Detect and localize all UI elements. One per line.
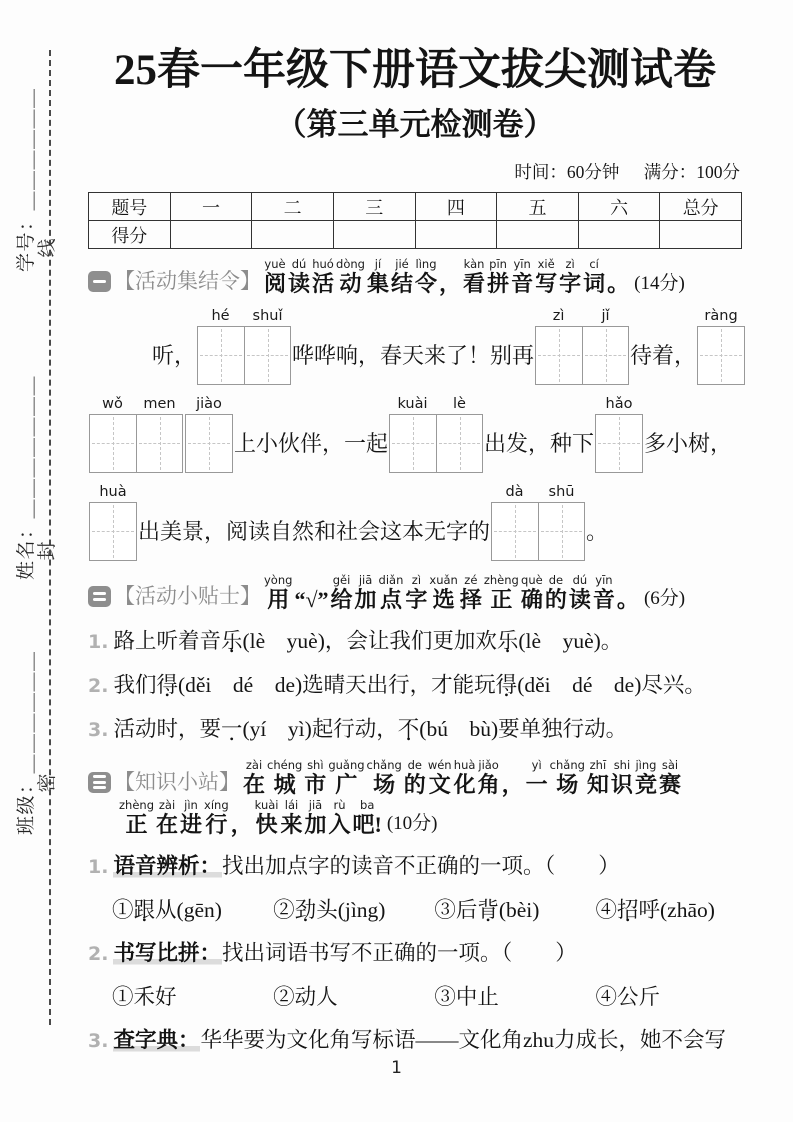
ruby-char: ，	[439, 271, 462, 297]
text-run: 路上听着音	[113, 629, 221, 654]
writing-box-cell[interactable]	[492, 503, 538, 560]
ruby-char: ，	[501, 772, 524, 798]
text-run: ④公斤	[595, 985, 660, 1010]
question-number: 3.	[88, 1030, 109, 1053]
writing-box-group[interactable]	[595, 395, 643, 473]
ruby-char: què 确	[520, 572, 543, 612]
writing-box-cell[interactable]	[390, 415, 436, 472]
score-input-cell[interactable]	[333, 221, 415, 249]
pinyin-label: kuài	[397, 395, 428, 412]
ruby-char: ，	[230, 811, 253, 837]
ruby-char: zé 择	[459, 572, 482, 612]
page-number: 1	[391, 1058, 402, 1078]
question-number: 2.	[88, 675, 109, 698]
ruby-char: yīn 音	[592, 572, 615, 612]
question-lead-term: 书写比拼：	[113, 941, 221, 965]
exam-time: 时间：60分钟	[514, 162, 620, 183]
question-text	[113, 851, 619, 881]
emphasized-char: 得	[156, 673, 178, 698]
ruby-char: zì 字	[405, 572, 428, 612]
pinyin-label: ràng	[704, 307, 738, 324]
pinyin-label-row	[491, 483, 585, 502]
ruby-char: kàn 看	[463, 257, 486, 297]
ruby-char: ba 吧!	[352, 797, 382, 837]
option-choice[interactable]	[434, 893, 595, 924]
ruby-char: zhèng 正	[483, 572, 519, 612]
emphasized-char: 背	[477, 898, 499, 922]
pinyin-label-row	[89, 395, 183, 414]
question-text	[113, 626, 622, 656]
text-run: 我们	[113, 673, 157, 698]
pinyin-label-row	[186, 395, 233, 414]
ruby-char: cí 词	[583, 257, 606, 297]
writing-box-cell[interactable]	[698, 327, 744, 384]
score-header-cell: 三	[333, 193, 415, 221]
score-header-cell: 四	[415, 193, 497, 221]
writing-box-group[interactable]	[89, 483, 137, 561]
ruby-char: huà 化	[453, 758, 476, 798]
score-header-cell: 五	[497, 193, 579, 221]
ruby-char: xíng 行	[204, 797, 229, 837]
ruby-char: jiā 加	[354, 572, 377, 612]
pinyin-label-row	[596, 395, 643, 414]
section-1-bracket-label: 【活动集结令】	[114, 268, 261, 293]
writing-box-group[interactable]	[389, 395, 483, 473]
text-run: (lè yuè)，会让我们更加欢	[242, 629, 497, 654]
ruby-char: chǎng 场	[366, 758, 402, 798]
question-text	[113, 670, 705, 700]
pinyin-label: jǐ	[601, 307, 610, 324]
pinyin-label-row	[90, 483, 137, 502]
emphasized-char: 得	[495, 673, 518, 698]
text-run: (děi dé de)选晴天出行，才能玩	[177, 673, 496, 698]
text-run: (děi dé de)尽兴。	[517, 673, 706, 698]
section-3-title-line-1	[242, 758, 682, 797]
text-run: ③后	[434, 898, 478, 922]
text-run: ③中止	[434, 985, 499, 1010]
question-number: 1.	[88, 855, 109, 878]
section-3-bracket-label: 【知识小站】	[114, 769, 240, 794]
score-input-cell[interactable]	[660, 221, 742, 249]
ruby-char: zài 在	[243, 758, 266, 798]
ruby-char: diǎn 点	[378, 572, 404, 612]
ruby-char: de 的	[403, 758, 426, 798]
text-run: (yí yì)起行动，	[242, 717, 398, 742]
ruby-char: huó 活	[312, 257, 335, 297]
option-choice[interactable]	[112, 980, 273, 1011]
text-run: 活动时，要	[113, 717, 221, 742]
score-input-cell[interactable]	[497, 221, 579, 249]
writing-box-cell[interactable]	[436, 415, 482, 472]
section-2-title	[263, 573, 640, 612]
pinyin-label-row	[698, 307, 745, 326]
ruby-char: jiā 加	[304, 797, 327, 837]
writing-box-cell[interactable]	[90, 503, 136, 560]
question-item[interactable]	[88, 670, 742, 700]
ruby-char: shi 识	[610, 758, 633, 798]
emphasized-char: 乐	[496, 629, 519, 654]
pinyin-label: hé	[211, 307, 230, 324]
section-2-bracket-label: 【活动小贴士】	[114, 584, 261, 609]
writing-box-cell[interactable]	[538, 503, 584, 560]
ruby-char: rù 入	[328, 797, 351, 837]
score-input-cell[interactable]	[252, 221, 334, 249]
pinyin-label: huà	[99, 483, 127, 500]
score-header-cell: 一	[170, 193, 252, 221]
emphasized-char: 劲	[294, 898, 317, 922]
writing-box-cell[interactable]	[582, 327, 628, 384]
writing-box-cells	[491, 502, 585, 561]
ruby-char: zhī 知	[586, 758, 609, 798]
question-item[interactable]	[88, 626, 742, 656]
section-1-score: (14分)	[634, 272, 685, 294]
score-input-cell[interactable]	[170, 221, 252, 249]
text-run: 头(jìng)	[316, 898, 386, 922]
emphasized-char: 不	[397, 717, 420, 742]
option-choice[interactable]	[595, 893, 742, 924]
text-run: ①	[112, 898, 134, 922]
ruby-char: dòng 动	[336, 257, 365, 297]
seal-char-feng: 封	[37, 541, 58, 561]
ruby-char: pīn 拼	[487, 257, 510, 297]
question-body	[200, 1028, 726, 1052]
section-3-title-line-2	[118, 798, 383, 837]
option-choice[interactable]	[273, 980, 434, 1011]
score-table	[88, 192, 742, 249]
paper-title: 25春一年级下册语文拔尖测试卷	[114, 47, 716, 94]
writing-box-cells	[89, 502, 137, 561]
pinyin-label: men	[143, 395, 176, 412]
section-1-title	[263, 257, 630, 296]
text-run: 找出词语书写不正确的一项。（ ）	[221, 941, 577, 965]
question-body	[222, 854, 620, 878]
fill-line-text: 听，	[152, 343, 197, 369]
section-one-icon	[88, 271, 111, 292]
exam-full-score: 满分：100分	[643, 162, 740, 183]
text-run: ②	[273, 898, 295, 922]
ruby-char: kuài 快	[254, 797, 279, 837]
score-header-cell: 六	[578, 193, 660, 221]
section-2-score: (6分)	[643, 588, 686, 610]
pinyin-label: hǎo	[605, 395, 633, 412]
question-item[interactable]	[88, 851, 742, 881]
question-lead-term: 语音辨析：	[113, 853, 221, 878]
student-id-field[interactable]: 学号：＿＿＿＿＿＿	[16, 87, 37, 272]
fill-line-text: 待着，	[630, 343, 697, 369]
exam-info	[88, 159, 740, 184]
question-body	[222, 941, 577, 965]
seal-char-xian: 线	[37, 238, 58, 258]
question-number: 3.	[88, 719, 109, 742]
ruby-char: jí 集	[366, 257, 389, 297]
ruby-char: wén 文	[427, 758, 452, 798]
writing-box-cell[interactable]	[244, 327, 290, 384]
paper-content	[88, 0, 742, 1055]
section-3-score: (10分)	[386, 812, 438, 834]
fill-line-text: 上小伙伴，一起	[234, 431, 389, 457]
score-input-cell[interactable]	[578, 221, 660, 249]
pinyin-label: zì	[552, 307, 565, 324]
option-choice[interactable]	[112, 893, 273, 924]
ruby-char: dú 读	[288, 257, 311, 297]
seal-char-mi: 密	[37, 773, 58, 793]
score-header-cell: 总分	[660, 193, 742, 221]
writing-box-cell[interactable]	[198, 327, 244, 384]
score-table-header-row	[89, 193, 742, 221]
section-2-header	[88, 573, 742, 612]
pinyin-label: lè	[453, 395, 466, 412]
writing-box-cells	[595, 414, 643, 473]
question-text	[113, 714, 627, 744]
option-choice[interactable]	[434, 980, 595, 1011]
fill-line-text: 哗哗响，春天来了！别再	[292, 343, 535, 369]
section-1-header	[88, 257, 742, 296]
text-run: ④	[595, 898, 617, 922]
section-3-header	[88, 758, 742, 797]
writing-box-cells	[185, 414, 233, 473]
pinyin-label: dà	[505, 483, 524, 500]
score-header-cell: 二	[252, 193, 334, 221]
paper-subtitle: （第三单元检测卷）	[275, 107, 555, 143]
writing-box-cell[interactable]	[90, 415, 136, 472]
ruby-char: jìn 进	[180, 797, 203, 837]
question-text	[113, 938, 576, 968]
ruby-char: jiǎo 角	[477, 758, 500, 798]
option-choice[interactable]	[595, 980, 742, 1011]
ruby-char: zài 在	[156, 797, 179, 837]
question-item[interactable]	[88, 938, 742, 968]
ruby-char: de 的	[544, 572, 567, 612]
writing-box-group[interactable]	[89, 395, 183, 473]
score-header-cell: 题号	[89, 193, 171, 221]
ruby-char: yīn 音	[511, 257, 534, 297]
option-row	[88, 980, 742, 1011]
emphasized-char: 跟	[133, 898, 156, 922]
fill-line-text: 出美景，阅读自然和社会这本无字的	[138, 519, 491, 545]
writing-box-cells	[389, 414, 483, 473]
writing-box-group[interactable]	[197, 307, 291, 385]
seal-dashed-line	[49, 50, 51, 1025]
pinyin-label-row	[197, 307, 291, 326]
ruby-char: xuǎn 选	[429, 572, 458, 612]
pinyin-label: wǒ	[102, 395, 123, 412]
question-number: 2.	[88, 943, 109, 965]
ruby-char: yòng 用	[264, 572, 293, 612]
fill-in-line	[88, 307, 742, 385]
text-run: ②动人	[273, 985, 338, 1010]
pinyin-label: shū	[548, 483, 575, 500]
ruby-char: zhèng 正	[119, 797, 154, 837]
option-choice[interactable]	[273, 893, 434, 924]
ruby-char: gěi 给	[330, 572, 353, 612]
ruby-char: guǎng 广	[328, 758, 365, 798]
ruby-char: sài 赛	[658, 758, 681, 798]
ruby-char: chéng 城	[267, 758, 303, 798]
writing-box-group[interactable]	[697, 307, 745, 385]
ruby-char: dú 读	[568, 572, 591, 612]
fill-line-text: 出发，种下	[484, 431, 595, 457]
ruby-char: xiě 写	[535, 257, 558, 297]
question-item[interactable]	[88, 1025, 742, 1055]
writing-box-group[interactable]	[185, 395, 233, 473]
ruby-char: 。	[607, 271, 630, 297]
text-run: 呼(zhāo)	[638, 898, 715, 922]
writing-box-cell[interactable]	[536, 327, 582, 384]
emphasized-char: 一	[220, 717, 243, 742]
ruby-char: yì 一	[525, 758, 548, 798]
pinyin-label-row	[535, 307, 629, 326]
pinyin-label-row	[389, 395, 483, 414]
pinyin-label: shuǐ	[252, 307, 283, 324]
class-field[interactable]: 班级：＿＿＿＿＿＿	[16, 650, 37, 835]
text-run: 找出加点字的读音不正确的一项。（ ）	[221, 853, 620, 878]
pinyin-label: jiào	[196, 395, 222, 412]
writing-box-cells	[197, 326, 291, 385]
fill-in-line	[88, 395, 742, 473]
fill-line-text: 多小树，	[644, 431, 733, 457]
fill-line-text: 。	[586, 519, 609, 545]
ruby-char: lìng 令	[415, 257, 438, 297]
ruby-char: lái 来	[280, 797, 303, 837]
section-3-header-line-2	[88, 798, 742, 837]
writing-box-cell[interactable]	[136, 415, 182, 472]
option-row	[88, 893, 742, 924]
emphasized-char: 乐	[220, 629, 243, 654]
ruby-char: jìng 竞	[634, 758, 657, 798]
writing-box-cell[interactable]	[596, 415, 642, 472]
student-name-field[interactable]: 姓名：＿＿＿＿＿＿＿	[16, 374, 37, 580]
ruby-char: chǎng 场	[549, 758, 585, 798]
score-input-cell[interactable]	[415, 221, 497, 249]
writing-box-group[interactable]	[535, 307, 629, 385]
text-run: (bú bù)要单独行动。	[419, 717, 628, 742]
text-run: (lè yuè)。	[518, 629, 623, 654]
writing-box-cell[interactable]	[186, 415, 232, 472]
fill-in-line	[88, 483, 742, 561]
text-run: (bèi)	[498, 898, 540, 922]
ruby-char: “√”	[294, 586, 329, 612]
ruby-char: jié 结	[391, 257, 414, 297]
text-run: 从(gēn)	[155, 898, 222, 922]
question-item[interactable]	[88, 714, 742, 744]
ruby-char: zì 字	[559, 257, 582, 297]
ruby-char: yuè 阅	[264, 257, 287, 297]
section-three-icon	[88, 772, 111, 793]
writing-box-cells	[535, 326, 629, 385]
question-text	[113, 1025, 726, 1055]
writing-box-cells	[89, 414, 183, 473]
writing-box-group[interactable]	[491, 483, 585, 561]
text-run: ①禾好	[112, 985, 177, 1010]
question-number: 1.	[88, 631, 109, 654]
question-lead-term: 查字典：	[113, 1028, 200, 1053]
section-two-icon	[88, 586, 111, 607]
score-table-value-row	[89, 221, 742, 249]
text-run: 华华要为文化角写标语——文化角zhu力成长，她不会写	[200, 1028, 727, 1053]
writing-box-cells	[697, 326, 745, 385]
ruby-char: 。	[616, 586, 639, 612]
score-row-label: 得分	[89, 221, 171, 249]
ruby-char: shì 市	[304, 758, 327, 798]
emphasized-char: 招	[616, 898, 639, 922]
